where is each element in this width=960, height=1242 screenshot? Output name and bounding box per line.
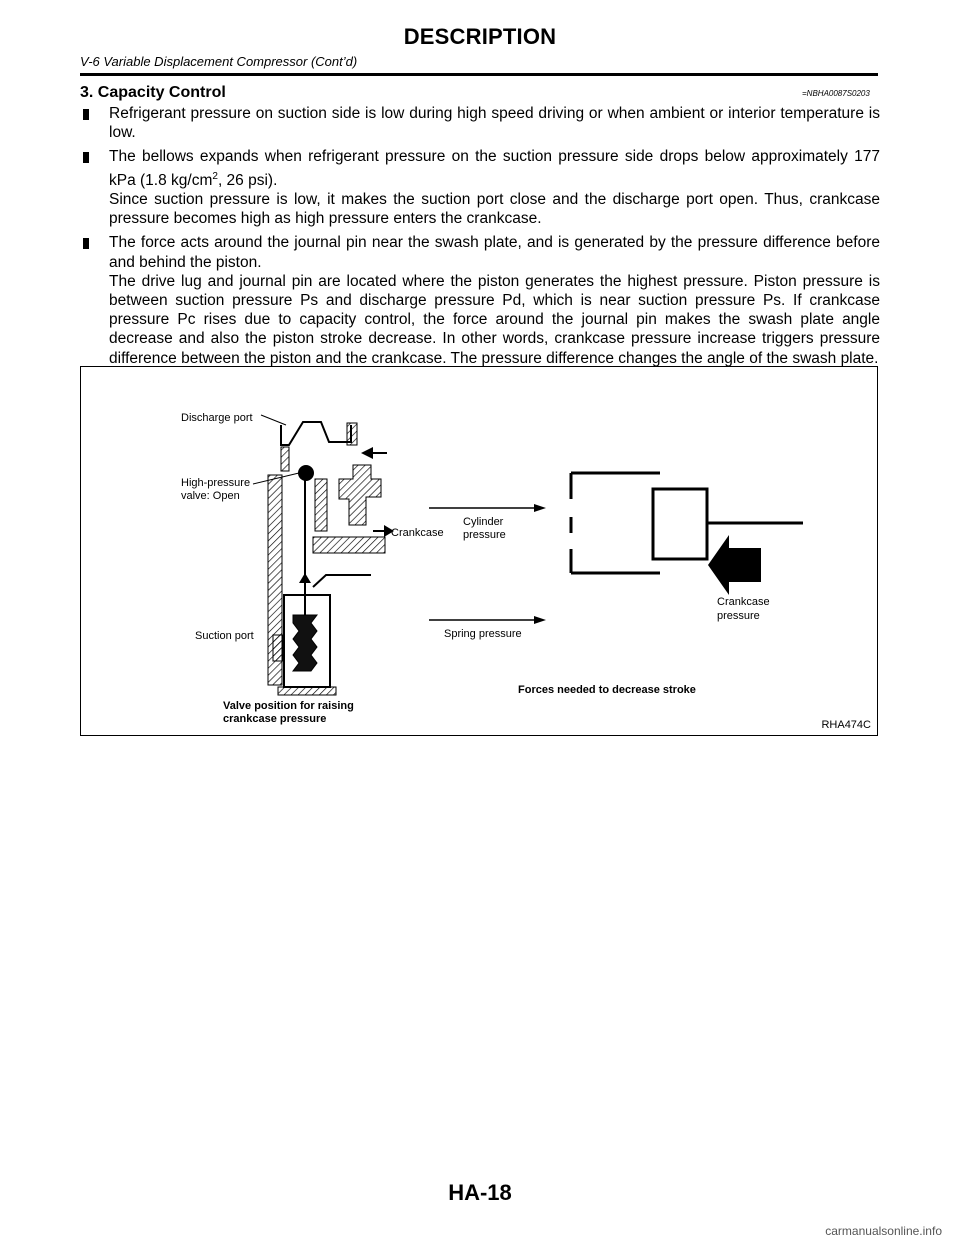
label-cylinder: Cylinder xyxy=(463,516,504,528)
label-crankcase-pressure: Crankcase xyxy=(717,596,770,608)
label-suction-port: Suction port xyxy=(195,630,254,642)
figure-diagram xyxy=(80,366,878,736)
figure-id: RHA474C xyxy=(821,719,871,731)
caption-crankcase-pressure: crankcase pressure xyxy=(223,713,327,725)
reference-code: =NBHA0087S0203 xyxy=(802,89,870,98)
label-discharge-port: Discharge port xyxy=(181,412,253,424)
figure-svg xyxy=(81,367,879,737)
bullet-text xyxy=(109,147,880,190)
label-valve-open: valve: Open xyxy=(181,490,240,502)
bullet-item xyxy=(80,233,880,367)
bullet-text: Refrigerant pressure on suction side is low during high speed driving or when ambient or interior temperature is low. xyxy=(109,105,880,142)
header-rule xyxy=(80,73,878,76)
watermark: carmanualsonline.info xyxy=(825,1224,942,1238)
crankcase-pressure-arrow-icon xyxy=(708,535,761,595)
label-crankcase-pressure-2: pressure xyxy=(717,610,760,622)
label-crankcase: Crankcase xyxy=(391,527,444,539)
bullet-continuation: Since suction pressure is low, it makes the suction port close and the discharge port open. Thus, crankcase pressure becomes high as high pressure enters the crankcase. xyxy=(109,190,880,228)
bullet-continuation: The drive lug and journal pin are located where the piston generates the highest pressure. Piston pressure is between suction pressure Ps and discharge pressure Pd, which is near suction pressure Ps. If crankcase pressure Pc rises due to capacity control, the force around the journal pin makes the swash plate angle decrease and also the piston stroke decrease. In other words, crankcase pressure increase triggers pressure difference between the piston and the crankcase. The pressure difference changes the angle of the swash plate. xyxy=(109,272,880,367)
valve-assembly xyxy=(253,415,394,695)
label-cylinder-pressure: pressure xyxy=(463,529,506,541)
header-title: DESCRIPTION xyxy=(403,24,557,49)
bullet-text: The force acts around the journal pin near the swash plate, and is generated by the pressure difference before and behind the piston. xyxy=(109,234,880,271)
caption-valve-position: Valve position for raising xyxy=(223,700,354,712)
label-high-pressure: High-pressure xyxy=(181,477,251,489)
superscript: 2 xyxy=(212,170,218,182)
bullet-item xyxy=(80,104,880,142)
page-number: HA-18 xyxy=(448,1180,512,1205)
bullet-marker-icon xyxy=(83,238,89,249)
caption-forces: Forces needed to decrease stroke xyxy=(518,684,696,696)
bullet-marker-icon xyxy=(83,109,89,120)
body-text xyxy=(80,104,880,373)
bullet-item xyxy=(80,147,880,228)
bullet-text-part: , 26 psi). xyxy=(217,171,278,189)
bullet-marker-icon xyxy=(83,152,89,163)
section-heading: 3. Capacity Control xyxy=(80,84,226,101)
label-spring-pressure: Spring pressure xyxy=(444,628,522,640)
header-subtitle: V-6 Variable Displacement Compressor (Cont’d) xyxy=(80,54,358,69)
bullet-text-part: The bellows expands when refrigerant pressure on the suction pressure side drops below approximately 177 kPa (1.8 kg/cm xyxy=(109,148,880,189)
